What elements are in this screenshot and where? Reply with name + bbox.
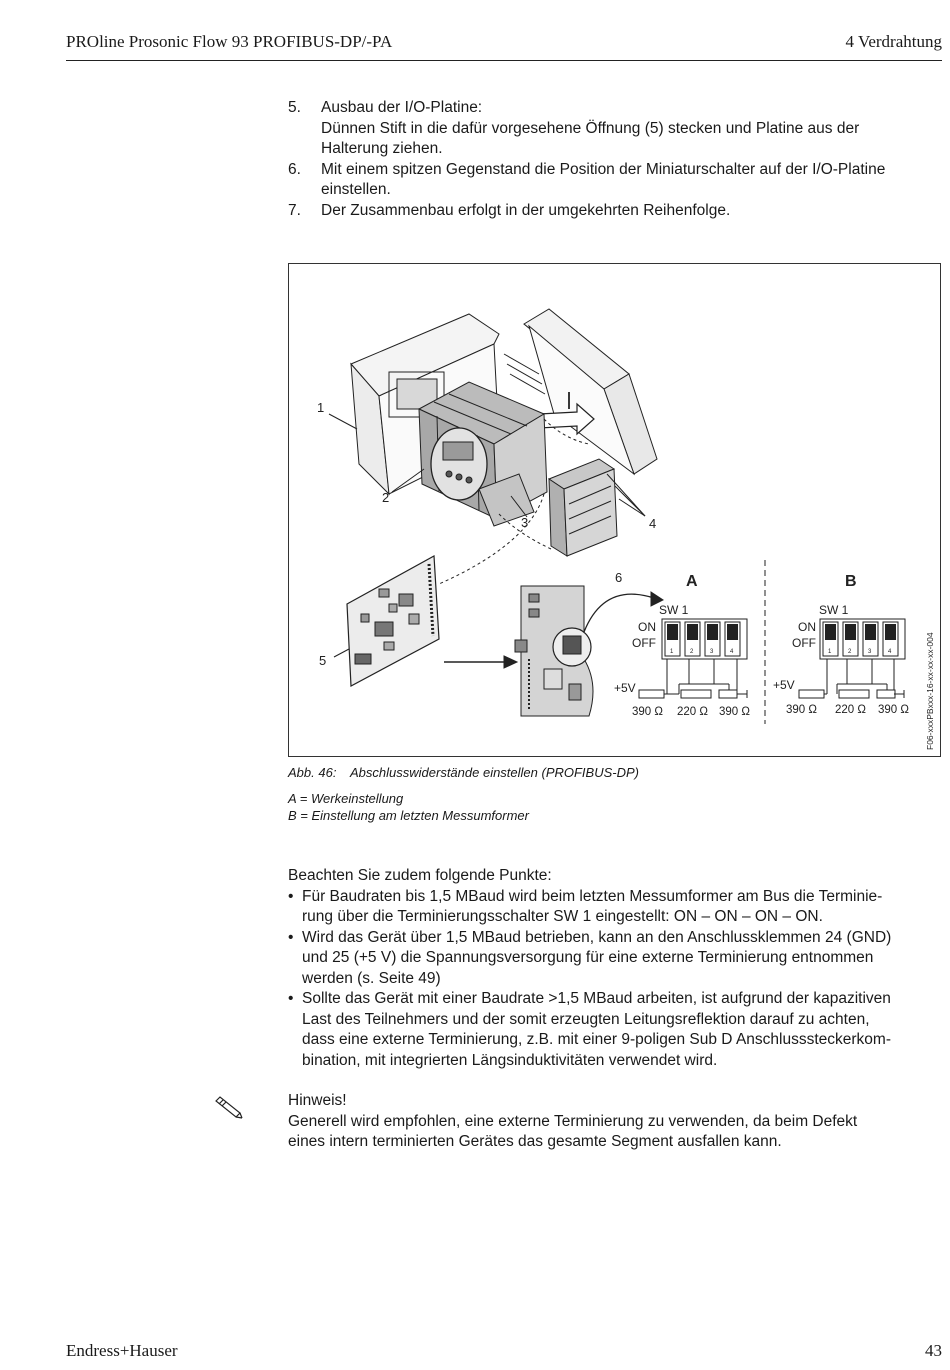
dip-number-a-4: 4 bbox=[730, 649, 734, 655]
step-number: 6. bbox=[288, 160, 301, 178]
callout-1: 1 bbox=[317, 400, 325, 415]
dip-lever-b-4 bbox=[885, 624, 896, 640]
dip-number-a-2: 2 bbox=[690, 649, 694, 655]
zoomed-board-drawing bbox=[515, 586, 593, 716]
bullet-line: und 25 (+5 V) die Spannungsversorgung für eine externe Terminierung entnommen bbox=[302, 949, 874, 966]
legend-item-b: B = Einstellung am letzten Messumformer bbox=[288, 808, 529, 823]
board-holder-drawing bbox=[549, 459, 617, 556]
bullet-line: bination, mit integrierten Längsinduktivitäten verwendet wird. bbox=[302, 1051, 718, 1069]
switch-b-on-label: ON bbox=[798, 620, 816, 634]
step-line: Ausbau der I/O-Platine: bbox=[321, 99, 483, 116]
document-title: PROline Prosonic Flow 93 PROFIBUS-DP/-PA bbox=[66, 32, 393, 51]
note-bullet-3 bbox=[288, 989, 943, 1071]
dip-lever-a-2 bbox=[687, 624, 698, 640]
step-5 bbox=[288, 98, 943, 160]
voltage-b-label: +5V bbox=[773, 678, 795, 692]
callout-5: 5 bbox=[319, 653, 327, 668]
switch-a-on-label: ON bbox=[638, 620, 656, 634]
notes-section bbox=[288, 866, 943, 1071]
dip-lever-b-1 bbox=[825, 624, 836, 640]
dip-lever-a-1 bbox=[667, 624, 678, 640]
legend-item-a: A = Werkeinstellung bbox=[288, 791, 404, 806]
hint-title: Hinweis! bbox=[288, 1092, 347, 1109]
dip-number-a-3: 3 bbox=[710, 649, 714, 655]
dip-number-b-4: 4 bbox=[888, 649, 892, 655]
callout-3: 3 bbox=[521, 515, 529, 530]
figure-termination-resistors bbox=[288, 263, 941, 757]
bullet-icon: • bbox=[288, 887, 294, 905]
figure-legend bbox=[288, 790, 529, 824]
resistor-b-3: 390 Ω bbox=[878, 704, 909, 716]
technical-drawing bbox=[289, 264, 942, 758]
resistor-a-1: 390 Ω bbox=[632, 706, 663, 718]
callout-6: 6 bbox=[615, 570, 623, 585]
step-line: Dünnen Stift in die dafür vorgesehene Öffnung (5) stecken und Platine aus der bbox=[321, 119, 860, 137]
pencil-icon bbox=[212, 1095, 244, 1124]
resistor-b-2: 220 Ω bbox=[835, 704, 866, 716]
bullet-icon: • bbox=[288, 928, 294, 946]
bullet-line: werden (s. Seite 49) bbox=[302, 969, 441, 987]
hint-line: Generell wird empfohlen, eine externe Terminierung zu verwenden, da beim Defekt bbox=[288, 1112, 858, 1130]
resistor-a-3: 390 Ω bbox=[719, 706, 750, 718]
instruction-steps bbox=[288, 98, 943, 221]
note-bullet-2 bbox=[288, 928, 943, 990]
callout-2: 2 bbox=[382, 490, 390, 505]
section-title: 4 Verdrahtung bbox=[845, 32, 942, 51]
footer-brand: Endress+Hauser bbox=[66, 1341, 178, 1360]
switch-b-off-label: OFF bbox=[792, 636, 816, 650]
panel-b-label: B bbox=[845, 573, 857, 590]
bullet-line: Last des Teilnehmers und der somit erzeugten Leitungsreflektion darauf zu achten, bbox=[302, 1010, 870, 1028]
switch-a-off-label: OFF bbox=[632, 636, 656, 650]
caption-text: Abschlusswiderstände einstellen (PROFIBUS-DP) bbox=[350, 765, 639, 780]
page-number: 43 bbox=[925, 1341, 942, 1360]
resistor-a-2: 220 Ω bbox=[677, 706, 708, 718]
notes-intro: Beachten Sie zudem folgende Punkte: bbox=[288, 867, 552, 884]
bullet-line: Wird das Gerät über 1,5 MBaud betrieben, kann an den Anschlussklemmen 24 (GND) bbox=[302, 928, 892, 946]
caption-number: Abb. 46: bbox=[288, 765, 337, 780]
step-number: 5. bbox=[288, 99, 301, 116]
dip-lever-a-3 bbox=[707, 624, 718, 640]
switch-a-name: SW 1 bbox=[659, 603, 689, 617]
step-number: 7. bbox=[288, 201, 301, 219]
switch-b-name: SW 1 bbox=[819, 603, 849, 617]
dip-lever-a-4 bbox=[727, 624, 738, 640]
resistor-networks bbox=[639, 659, 904, 698]
dip-lever-b-3 bbox=[865, 624, 876, 640]
bullet-line: rung über die Terminierungsschalter SW 1 eingestellt: ON – ON – ON – ON. bbox=[302, 908, 823, 925]
dip-number-b-3: 3 bbox=[868, 649, 872, 655]
hint-box bbox=[288, 1091, 943, 1153]
dip-number-b-2: 2 bbox=[848, 649, 852, 655]
page-header bbox=[66, 32, 942, 61]
io-board-drawing bbox=[334, 556, 439, 686]
bullet-line: Für Baudraten bis 1,5 MBaud wird beim letzten Messumformer am Bus die Terminie- bbox=[302, 887, 883, 905]
step-line: Halterung ziehen. bbox=[321, 140, 443, 157]
resistor-b-1: 390 Ω bbox=[786, 704, 817, 716]
dip-lever-b-2 bbox=[845, 624, 856, 640]
electronics-module-drawing bbox=[419, 382, 547, 526]
step-6 bbox=[288, 160, 943, 201]
dip-number-a-1: 1 bbox=[670, 649, 674, 655]
step-7 bbox=[288, 201, 943, 222]
step-line: Mit einem spitzen Gegenstand die Position der Miniaturschalter auf der I/O-Platine bbox=[321, 160, 886, 178]
step-line: einstellen. bbox=[321, 181, 391, 198]
step-line: Der Zusammenbau erfolgt in der umgekehrten Reihenfolge. bbox=[321, 201, 731, 219]
figure-caption bbox=[288, 765, 639, 780]
note-bullet-1 bbox=[288, 887, 943, 928]
figure-reference-code: F06-xxxPBxxx-16-xx-xx-xx-004 bbox=[925, 632, 935, 750]
callout-4: 4 bbox=[649, 516, 657, 531]
voltage-a-label: +5V bbox=[614, 681, 636, 695]
bullet-line: dass eine externe Terminierung, z.B. mit einer 9-poligen Sub D Anschlusssteckerkom- bbox=[302, 1031, 891, 1048]
bullet-line: Sollte das Gerät mit einer Baudrate >1,5 MBaud arbeiten, ist aufgrund der kapazitiven bbox=[302, 990, 891, 1007]
panel-a-label: A bbox=[686, 573, 698, 590]
bullet-icon: • bbox=[288, 990, 294, 1007]
hint-line: eines intern terminierten Gerätes das gesamte Segment ausfallen kann. bbox=[288, 1133, 782, 1150]
dip-number-b-1: 1 bbox=[828, 649, 832, 655]
